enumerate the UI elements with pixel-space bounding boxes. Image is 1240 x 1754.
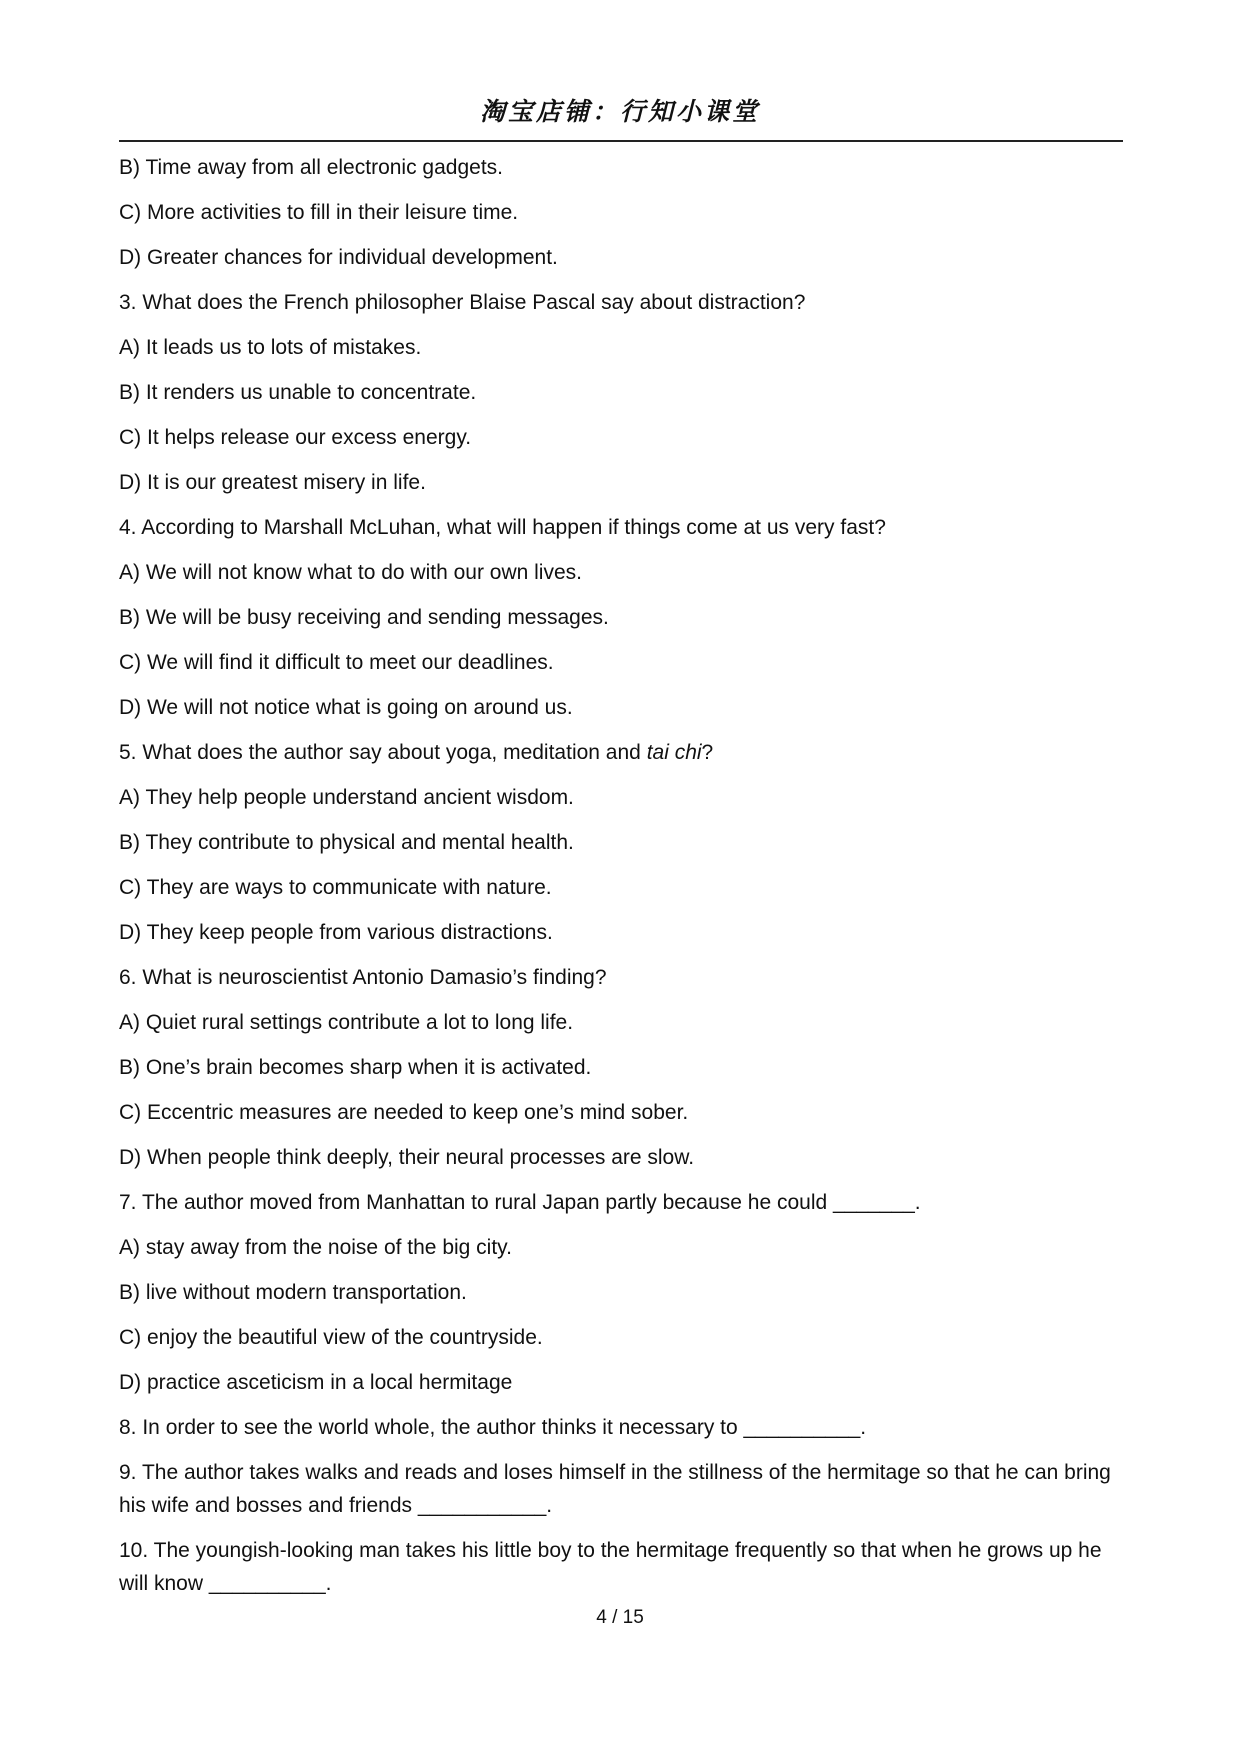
option-7d: D) practice asceticism in a local hermitage — [119, 1371, 513, 1394]
option-3a: A) It leads us to lots of mistakes. — [119, 336, 422, 359]
question-3: 3. What does the French philosopher Blaise Pascal say about distraction? — [119, 291, 806, 314]
question-7: 7. The author moved from Manhattan to rural Japan partly because he could _______. — [119, 1191, 921, 1214]
question-8: 8. In order to see the world whole, the author thinks it necessary to __________. — [119, 1416, 867, 1439]
page-number: 4 / 15 — [596, 1607, 644, 1628]
option-5d: D) They keep people from various distractions. — [119, 921, 553, 944]
question-9: 9. The author takes walks and reads and loses himself in the stillness of the hermitage so that he can bring his wife and bosses and friends ___________. — [119, 1461, 1111, 1517]
option-4b: B) We will be busy receiving and sending messages. — [119, 606, 609, 629]
option-4d: D) We will not notice what is going on around us. — [119, 696, 573, 719]
option-4a: A) We will not know what to do with our own lives. — [119, 561, 582, 584]
option-7c: C) enjoy the beautiful view of the countryside. — [119, 1326, 543, 1349]
option-4c: C) We will find it difficult to meet our deadlines. — [119, 651, 554, 674]
option-2c: C) More activities to fill in their leisure time. — [119, 201, 519, 224]
option-5c: C) They are ways to communicate with nature. — [119, 876, 552, 899]
option-3d: D) It is our greatest misery in life. — [119, 471, 426, 494]
question-5 — [119, 736, 1123, 769]
question-5-text: 5. What does the author say about yoga, meditation and — [119, 741, 647, 764]
option-5a: A) They help people understand ancient wisdom. — [119, 786, 574, 809]
option-5b: B) They contribute to physical and mental health. — [119, 831, 574, 854]
header-divider — [119, 140, 1123, 142]
question-10: 10. The youngish-looking man takes his little boy to the hermitage frequently so that when he grows up he will know __________. — [119, 1539, 1102, 1595]
option-6b: B) One’s brain becomes sharp when it is activated. — [119, 1056, 592, 1079]
option-6c: C) Eccentric measures are needed to keep one’s mind sober. — [119, 1101, 689, 1124]
option-2d: D) Greater chances for individual development. — [119, 246, 558, 269]
question-4: 4. According to Marshall McLuhan, what will happen if things come at us very fast? — [119, 516, 886, 539]
question-5-end: ? — [701, 741, 714, 764]
question-5-italic-term: tai chi — [646, 741, 702, 764]
option-7a: A) stay away from the noise of the big city. — [119, 1236, 512, 1259]
option-6a: A) Quiet rural settings contribute a lot to long life. — [119, 1011, 574, 1034]
option-2b: B) Time away from all electronic gadgets. — [119, 156, 503, 179]
page-header-title: 淘宝店铺：行知小课堂 — [479, 97, 760, 126]
option-7b: B) live without modern transportation. — [119, 1281, 467, 1304]
option-3c: C) It helps release our excess energy. — [119, 426, 472, 449]
document-body — [119, 151, 1123, 1612]
question-6: 6. What is neuroscientist Antonio Damasio’s finding? — [119, 966, 607, 989]
option-6d: D) When people think deeply, their neural processes are slow. — [119, 1146, 695, 1169]
option-3b: B) It renders us unable to concentrate. — [119, 381, 477, 404]
